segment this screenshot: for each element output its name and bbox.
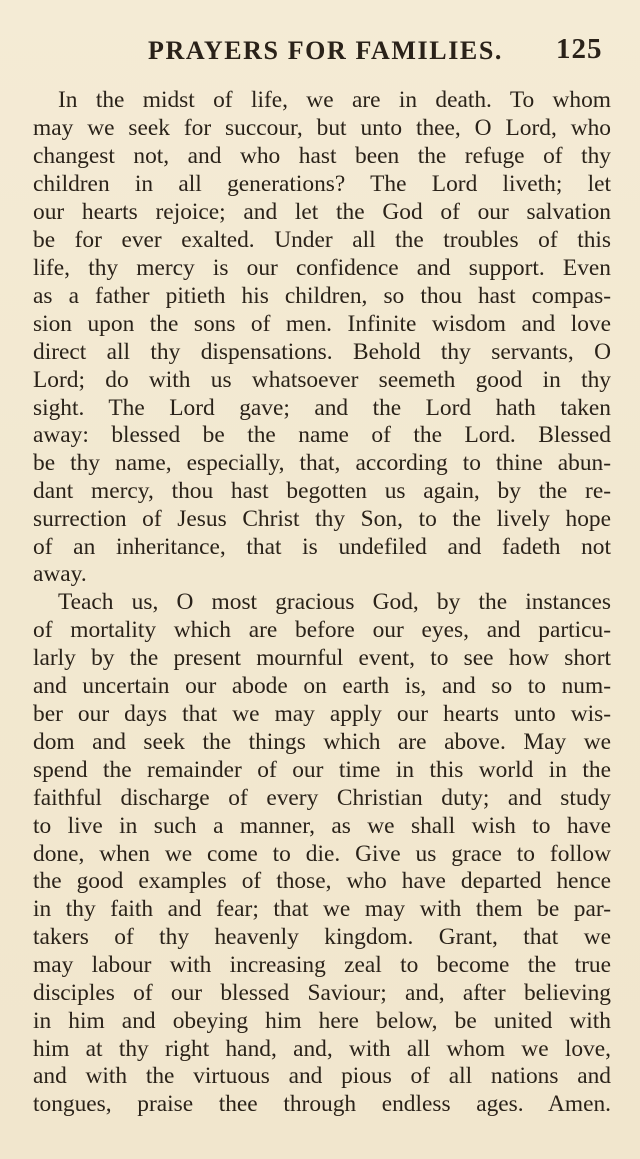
- text-line: away.: [33, 561, 87, 587]
- text-line: sion upon the sons of men. Infinite wisdom and love: [33, 311, 611, 337]
- text-line: and with the virtuous and pious of all nations and: [33, 1063, 611, 1089]
- text-line: to live in such a manner, as we shall wish to have: [33, 813, 611, 839]
- text-line: be thy name, especially, that, according to thine abun-: [33, 450, 611, 476]
- text-line: done, when we come to die. Give us grace to follow: [33, 841, 611, 867]
- text-line: direct all thy dispensations. Behold thy servants, O: [33, 339, 611, 365]
- text-line: him at thy right hand, and, with all whom we love,: [33, 1036, 611, 1062]
- text-line: away: blessed be the name of the Lord. Blessed: [33, 422, 611, 448]
- text-line: surrection of Jesus Christ thy Son, to the lively hope: [33, 506, 611, 532]
- text-line: may we seek for succour, but unto thee, O Lord, who: [33, 115, 611, 141]
- text-line: larly by the present mournful event, to see how short: [33, 645, 611, 671]
- text-line: Lord; do with us whatsoever seemeth good in thy: [33, 367, 611, 393]
- text-line: of an inheritance, that is undefiled and fadeth not: [33, 534, 611, 560]
- text-line: spend the remainder of our time in this world in the: [33, 757, 611, 783]
- page-number: 125: [556, 33, 603, 65]
- text-line: our hearts rejoice; and let the God of our salvation: [33, 199, 611, 225]
- text-line: faithful discharge of every Christian duty; and study: [33, 785, 611, 811]
- text-line: may labour with increasing zeal to become the true: [33, 952, 611, 978]
- text-line: in him and obeying him here below, be united with: [33, 1008, 611, 1034]
- text-line: In the midst of life, we are in death. To whom: [58, 87, 611, 113]
- text-line: the good examples of those, who have departed hence: [33, 868, 611, 894]
- text-line: disciples of our blessed Saviour; and, after believing: [33, 980, 611, 1006]
- text-line: as a father pitieth his children, so thou hast compas-: [33, 283, 611, 309]
- text-line: life, thy mercy is our confidence and support. Even: [33, 255, 611, 281]
- text-line: Teach us, O most gracious God, by the instances: [58, 589, 611, 615]
- text-line: takers of thy heavenly kingdom. Grant, that we: [33, 924, 611, 950]
- text-line: in thy faith and fear; that we may with them be par-: [33, 896, 611, 922]
- text-line: ber our days that we may apply our hearts unto wis-: [33, 701, 611, 727]
- text-line: be for ever exalted. Under all the troubles of this: [33, 227, 611, 253]
- text-line: dant mercy, thou hast begotten us again, by the re-: [33, 478, 611, 504]
- text-line: changest not, and who hast been the refuge of thy: [33, 143, 611, 169]
- text-line: tongues, praise thee through endless ages. Amen.: [33, 1091, 611, 1117]
- text-line: of mortality which are before our eyes, and particu-: [33, 617, 611, 643]
- running-head: PRAYERS FOR FAMILIES.: [148, 36, 504, 65]
- text-line: and uncertain our abode on earth is, and so to num-: [33, 673, 611, 699]
- text-line: dom and seek the things which are above. May we: [33, 729, 611, 755]
- text-line: sight. The Lord gave; and the Lord hath taken: [33, 395, 611, 421]
- text-line: children in all generations? The Lord liveth; let: [33, 171, 611, 197]
